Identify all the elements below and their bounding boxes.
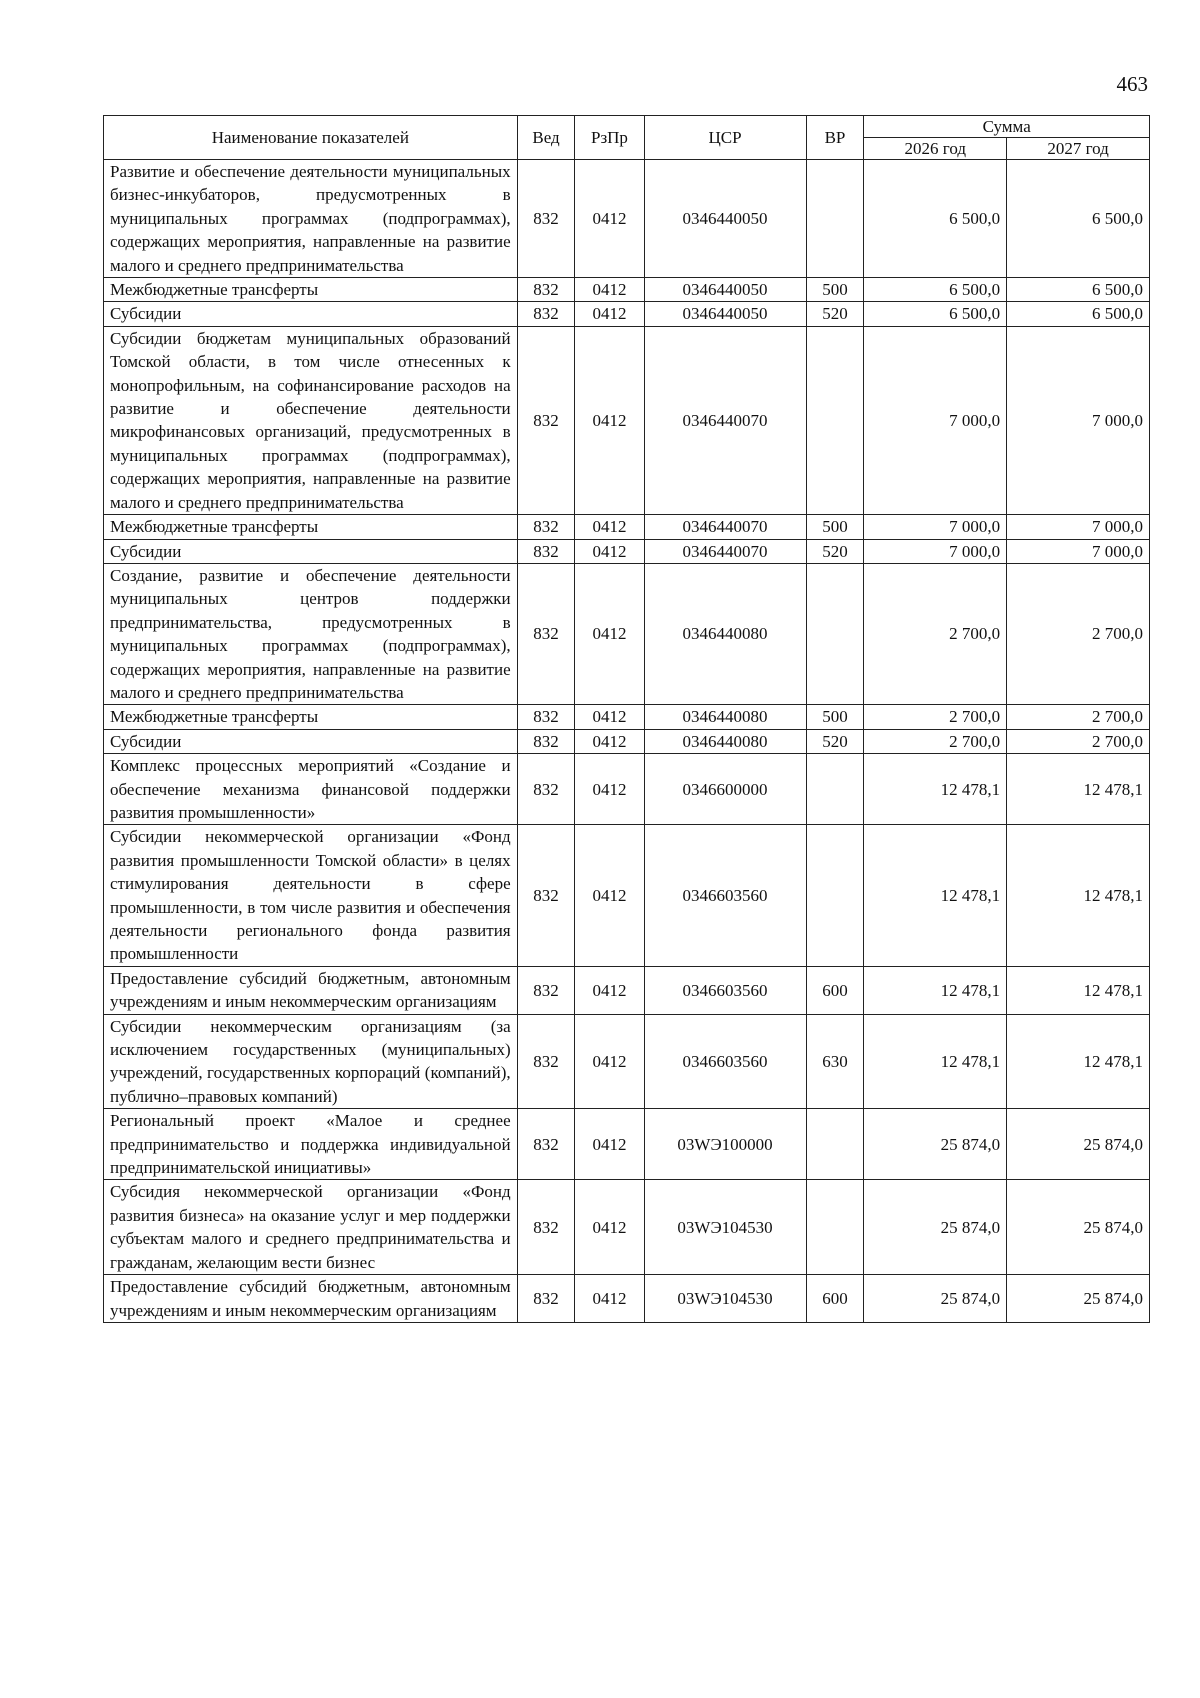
cell-y2027: 2 700,0: [1007, 705, 1150, 729]
cell-y2026: 2 700,0: [864, 705, 1007, 729]
cell-name: Субсидии: [104, 729, 518, 753]
cell-y2027: 25 874,0: [1007, 1275, 1150, 1323]
cell-name: Субсидии некоммерческой организации «Фонд развития промышленности Томской области» в целях стимулирования деятельности в сфере промышленности, в том числе развития и обеспечения деятельности регионального фонда развития промышленности: [104, 825, 518, 966]
cell-name: Комплекс процессных мероприятий «Создание и обеспечение механизма финансовой поддержки развития промышленности»: [104, 754, 518, 825]
cell-y2027: 12 478,1: [1007, 1014, 1150, 1109]
cell-vr: [806, 326, 864, 514]
cell-rzpr: 0412: [575, 1180, 644, 1275]
table-row: [104, 539, 1150, 563]
cell-csr: 0346603560: [644, 825, 806, 966]
table-row: [104, 1109, 1150, 1180]
cell-ved: 832: [517, 966, 575, 1014]
cell-rzpr: 0412: [575, 539, 644, 563]
cell-vr: 500: [806, 705, 864, 729]
cell-y2027: 25 874,0: [1007, 1109, 1150, 1180]
cell-vr: 520: [806, 302, 864, 326]
header-csr: ЦСР: [644, 116, 806, 160]
table-row: [104, 754, 1150, 825]
cell-rzpr: 0412: [575, 729, 644, 753]
cell-name: Межбюджетные трансферты: [104, 705, 518, 729]
cell-csr: 0346440050: [644, 278, 806, 302]
cell-vr: 600: [806, 966, 864, 1014]
cell-name: Субсидии бюджетам муниципальных образований Томской области, в том числе отнесенных к монопрофильным, на софинансирование расходов на развитие и обеспечение деятельности микрофинансовых организаций, предусмотренных в муниципальных программах (подпрограммах), содержащих мероприятия, направленные на развитие малого и среднего предпринимательства: [104, 326, 518, 514]
cell-vr: 500: [806, 515, 864, 539]
cell-y2027: 2 700,0: [1007, 563, 1150, 704]
cell-ved: 832: [517, 539, 575, 563]
cell-rzpr: 0412: [575, 326, 644, 514]
cell-rzpr: 0412: [575, 1275, 644, 1323]
cell-y2026: 12 478,1: [864, 1014, 1007, 1109]
cell-csr: 0346440050: [644, 160, 806, 278]
cell-y2027: 6 500,0: [1007, 160, 1150, 278]
table-row: [104, 1275, 1150, 1323]
table-row: [104, 302, 1150, 326]
cell-y2027: 7 000,0: [1007, 539, 1150, 563]
table-row: [104, 825, 1150, 966]
cell-csr: 0346440050: [644, 302, 806, 326]
cell-name: Межбюджетные трансферты: [104, 515, 518, 539]
cell-vr: [806, 160, 864, 278]
cell-ved: 832: [517, 754, 575, 825]
cell-vr: [806, 1180, 864, 1275]
table-row: [104, 278, 1150, 302]
table-body: [104, 160, 1150, 1323]
cell-y2026: 25 874,0: [864, 1180, 1007, 1275]
header-vr: ВР: [806, 116, 864, 160]
cell-y2026: 7 000,0: [864, 539, 1007, 563]
cell-y2027: 12 478,1: [1007, 966, 1150, 1014]
cell-ved: 832: [517, 1275, 575, 1323]
cell-vr: 500: [806, 278, 864, 302]
cell-vr: 630: [806, 1014, 864, 1109]
table-row: [104, 326, 1150, 514]
cell-vr: 600: [806, 1275, 864, 1323]
cell-rzpr: 0412: [575, 1014, 644, 1109]
cell-y2027: 12 478,1: [1007, 754, 1150, 825]
cell-y2026: 6 500,0: [864, 302, 1007, 326]
cell-ved: 832: [517, 563, 575, 704]
table-row: [104, 1014, 1150, 1109]
table-row: [104, 966, 1150, 1014]
table-row: [104, 1180, 1150, 1275]
cell-csr: 0346440070: [644, 515, 806, 539]
cell-name: Предоставление субсидий бюджетным, автономным учреждениям и иным некоммерческим организациям: [104, 1275, 518, 1323]
cell-name: Субсидия некоммерческой организации «Фонд развития бизнеса» на оказание услуг и мер поддержки субъектам малого и среднего предпринимательства и гражданам, желающим вести бизнес: [104, 1180, 518, 1275]
cell-name: Региональный проект «Малое и среднее предпринимательство и поддержка индивидуальной предпринимательской инициативы»: [104, 1109, 518, 1180]
cell-ved: 832: [517, 515, 575, 539]
cell-csr: 0346440070: [644, 539, 806, 563]
cell-csr: 0346603560: [644, 1014, 806, 1109]
cell-y2026: 25 874,0: [864, 1275, 1007, 1323]
cell-csr: 03WЭ104530: [644, 1275, 806, 1323]
cell-y2027: 6 500,0: [1007, 302, 1150, 326]
header-ved: Вед: [517, 116, 575, 160]
header-year-2026: 2026 год: [864, 138, 1007, 160]
cell-rzpr: 0412: [575, 563, 644, 704]
cell-name: Субсидии некоммерческим организациям (за исключением государственных (муниципальных) учреждений, государственных корпораций (компаний), публично–правовых компаний): [104, 1014, 518, 1109]
cell-ved: 832: [517, 302, 575, 326]
header-rzpr: РзПр: [575, 116, 644, 160]
cell-rzpr: 0412: [575, 754, 644, 825]
cell-y2026: 25 874,0: [864, 1109, 1007, 1180]
cell-y2027: 7 000,0: [1007, 326, 1150, 514]
cell-rzpr: 0412: [575, 515, 644, 539]
table-row: [104, 563, 1150, 704]
cell-csr: 0346600000: [644, 754, 806, 825]
cell-ved: 832: [517, 1014, 575, 1109]
cell-y2026: 6 500,0: [864, 160, 1007, 278]
cell-csr: 0346603560: [644, 966, 806, 1014]
cell-rzpr: 0412: [575, 825, 644, 966]
cell-y2026: 2 700,0: [864, 563, 1007, 704]
cell-vr: 520: [806, 729, 864, 753]
cell-csr: 0346440080: [644, 705, 806, 729]
cell-y2026: 12 478,1: [864, 754, 1007, 825]
cell-vr: [806, 825, 864, 966]
header-year-2027: 2027 год: [1007, 138, 1150, 160]
cell-y2027: 6 500,0: [1007, 278, 1150, 302]
cell-csr: 0346440080: [644, 563, 806, 704]
cell-csr: 0346440080: [644, 729, 806, 753]
header-name: Наименование показателей: [104, 116, 518, 160]
cell-vr: [806, 1109, 864, 1180]
table-row: [104, 729, 1150, 753]
table-row: [104, 160, 1150, 278]
header-sum: Сумма: [864, 116, 1150, 138]
cell-y2026: 2 700,0: [864, 729, 1007, 753]
cell-rzpr: 0412: [575, 705, 644, 729]
cell-vr: [806, 563, 864, 704]
cell-ved: 832: [517, 1180, 575, 1275]
cell-csr: 0346440070: [644, 326, 806, 514]
budget-table: [103, 115, 1150, 1323]
cell-name: Межбюджетные трансферты: [104, 278, 518, 302]
cell-y2027: 25 874,0: [1007, 1180, 1150, 1275]
cell-y2027: 7 000,0: [1007, 515, 1150, 539]
cell-name: Развитие и обеспечение деятельности муниципальных бизнес-инкубаторов, предусмотренных в муниципальных программах (подпрограммах), содержащих мероприятия, направленные на развитие малого и среднего предпринимательства: [104, 160, 518, 278]
table-row: [104, 515, 1150, 539]
cell-ved: 832: [517, 326, 575, 514]
cell-ved: 832: [517, 705, 575, 729]
cell-y2026: 7 000,0: [864, 515, 1007, 539]
table-header: [104, 116, 1150, 160]
cell-ved: 832: [517, 160, 575, 278]
page-number: 463: [1116, 72, 1148, 96]
cell-csr: 03WЭ100000: [644, 1109, 806, 1180]
cell-ved: 832: [517, 1109, 575, 1180]
cell-name: Субсидии: [104, 539, 518, 563]
cell-rzpr: 0412: [575, 278, 644, 302]
cell-ved: 832: [517, 729, 575, 753]
cell-vr: [806, 754, 864, 825]
cell-name: Предоставление субсидий бюджетным, автономным учреждениям и иным некоммерческим организациям: [104, 966, 518, 1014]
cell-y2026: 6 500,0: [864, 278, 1007, 302]
cell-rzpr: 0412: [575, 966, 644, 1014]
cell-csr: 03WЭ104530: [644, 1180, 806, 1275]
cell-y2026: 7 000,0: [864, 326, 1007, 514]
cell-rzpr: 0412: [575, 160, 644, 278]
cell-name: Субсидии: [104, 302, 518, 326]
cell-name: Создание, развитие и обеспечение деятельности муниципальных центров поддержки предпринимательства, предусмотренных в муниципальных программах (подпрограммах), содержащих мероприятия, направленные на развитие малого и среднего предпринимательства: [104, 563, 518, 704]
cell-ved: 832: [517, 825, 575, 966]
cell-y2026: 12 478,1: [864, 825, 1007, 966]
cell-y2027: 2 700,0: [1007, 729, 1150, 753]
cell-y2027: 12 478,1: [1007, 825, 1150, 966]
cell-y2026: 12 478,1: [864, 966, 1007, 1014]
table-row: [104, 705, 1150, 729]
cell-vr: 520: [806, 539, 864, 563]
cell-rzpr: 0412: [575, 1109, 644, 1180]
cell-ved: 832: [517, 278, 575, 302]
cell-rzpr: 0412: [575, 302, 644, 326]
